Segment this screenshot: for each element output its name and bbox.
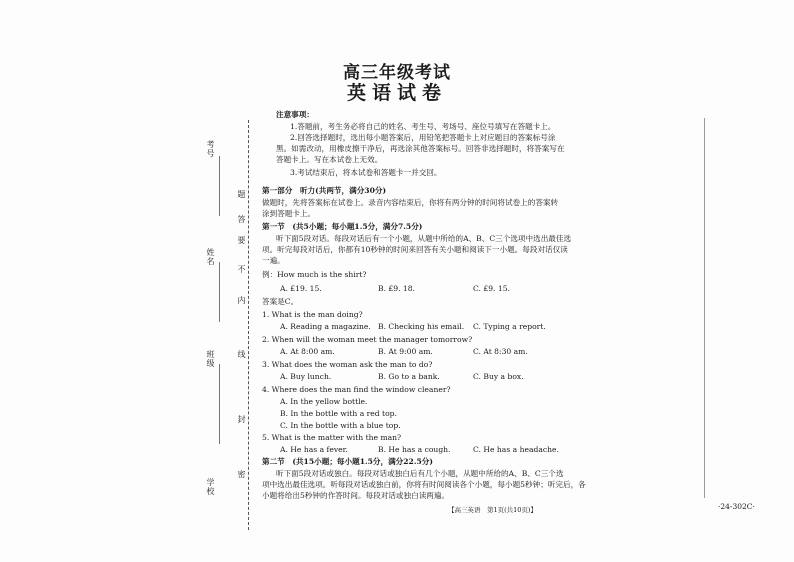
example-question: 例：How much is the shirt? <box>262 270 367 279</box>
option-a: A. He has a fever. <box>280 445 348 454</box>
seal-char: 不 <box>237 265 246 273</box>
exam-code: ·24-302C· <box>718 502 755 511</box>
seal-char: 内 <box>237 296 246 304</box>
option-b: B. £9. 18. <box>378 284 415 293</box>
seal-line <box>248 120 249 530</box>
question: 3. What does the woman ask the man to do? <box>262 360 433 369</box>
notes-line: 黑。如需改动，用橡皮擦干净后，再选涂其他答案标号。回答非选择题时，将答案写在 <box>276 144 565 153</box>
question: 1. What is the man doing? <box>262 310 363 319</box>
margin-write-line <box>219 156 220 216</box>
margin-write-line <box>219 364 220 444</box>
question: 5. What is the matter with the man? <box>262 433 402 442</box>
option-b: B. Go to a bank. <box>378 372 440 381</box>
section1-intro: 一遍。 <box>262 256 285 265</box>
margin-field-exam-number: 考号 <box>206 140 215 158</box>
option-a: A. Reading a magazine. <box>280 322 371 331</box>
option-c: C. He has a headache. <box>473 445 559 454</box>
section1-heading: 第一节 (共5小题；每小题1.5分，满分7.5分) <box>262 222 423 231</box>
section2-intro: 小题将给出5秒钟的作答时间。每段对话或独白读两遍。 <box>262 491 450 500</box>
option-a: A. In the yellow bottle. <box>280 397 368 406</box>
part1-intro: 做题时，先将答案标在试卷上。录音内容结束后，你将有两分钟的时间将试卷上的答案转 <box>262 198 559 207</box>
seal-char: 答 <box>237 215 246 223</box>
option-b: B. He has a cough. <box>378 445 451 454</box>
option-c: C. At 8:30 am. <box>473 347 528 356</box>
option-a: A. At 8:00 am. <box>280 347 335 356</box>
notes-line: 2.回答选择题时，选出每小题答案后，用铅笔把答题卡上对应题目的答案标号涂 <box>290 133 556 142</box>
notes-line: 1.答题前，考生务必将自己的姓名、考生号、考场号、座位号填写在答题卡上。 <box>290 122 556 131</box>
margin-field-name: 姓名 <box>206 248 215 266</box>
exam-subtitle: 英语试卷 <box>346 82 447 104</box>
section1-intro: 听下面5段对话。每段对话后有一个小题，从题中所给的A、B、C三个选项中选出最佳选 <box>276 234 572 243</box>
seal-char: 密 <box>237 470 246 478</box>
part1-heading: 第一部分 听力(共两节，满分30分) <box>262 186 387 195</box>
section2-intro: 听下面5段对话或独白。每段对话或独白后有几个小题，从题中所给的A、B、C三个选 <box>276 469 564 478</box>
option-c: C. Typing a report. <box>473 322 546 331</box>
notes-heading: 注意事项： <box>276 110 314 119</box>
question: 2. When will the woman meet the manager tomorrow? <box>262 335 473 344</box>
example-answer: 答案是C。 <box>262 297 299 306</box>
question: 4. Where does the man find the window cleaner? <box>262 385 451 394</box>
page-footer: 【高三英语 第1页(共10页)】 <box>448 506 537 514</box>
section2-intro: 项中选出最佳选项。听每段对话或独白前，你将有时间阅读各个小题，每小题5秒钟；听完后，各 <box>262 480 586 489</box>
seal-char: 题 <box>237 190 246 198</box>
seal-char: 要 <box>237 236 246 244</box>
notes-line: 3.考试结束后，将本试卷和答题卡一并交回。 <box>290 168 442 177</box>
section2-heading: 第二节 (共15小题；每小题1.5分，满分22.5分) <box>262 457 433 466</box>
margin-field-school: 学校 <box>206 478 215 496</box>
option-b: B. At 9:00 am. <box>378 347 433 356</box>
notes-line: 答题卡上。写在本试卷上无效。 <box>276 155 383 164</box>
option-b: B. Checking his email. <box>378 322 465 331</box>
option-b: B. In the bottle with a red top. <box>280 409 397 418</box>
option-c: C. In the bottle with a blue top. <box>280 421 401 430</box>
option-a: A. £19. 15. <box>280 284 322 293</box>
margin-write-line <box>219 262 220 322</box>
page-edge-line <box>704 118 705 498</box>
exam-title: 高三年级考试 <box>343 63 451 83</box>
part1-intro: 涂到答题卡上。 <box>262 209 316 218</box>
seal-char: 封 <box>237 415 246 423</box>
seal-char: 线 <box>237 350 246 358</box>
section1-intro: 项。听完每段对话后，你都有10秒钟的时间来回答有关小题和阅读下一小题。每段对话仅读 <box>262 245 568 254</box>
margin-field-class: 班级 <box>206 350 215 368</box>
option-a: A. Buy lunch. <box>280 372 332 381</box>
option-c: C. Buy a box. <box>473 372 524 381</box>
option-c: C. £9. 15. <box>473 284 510 293</box>
